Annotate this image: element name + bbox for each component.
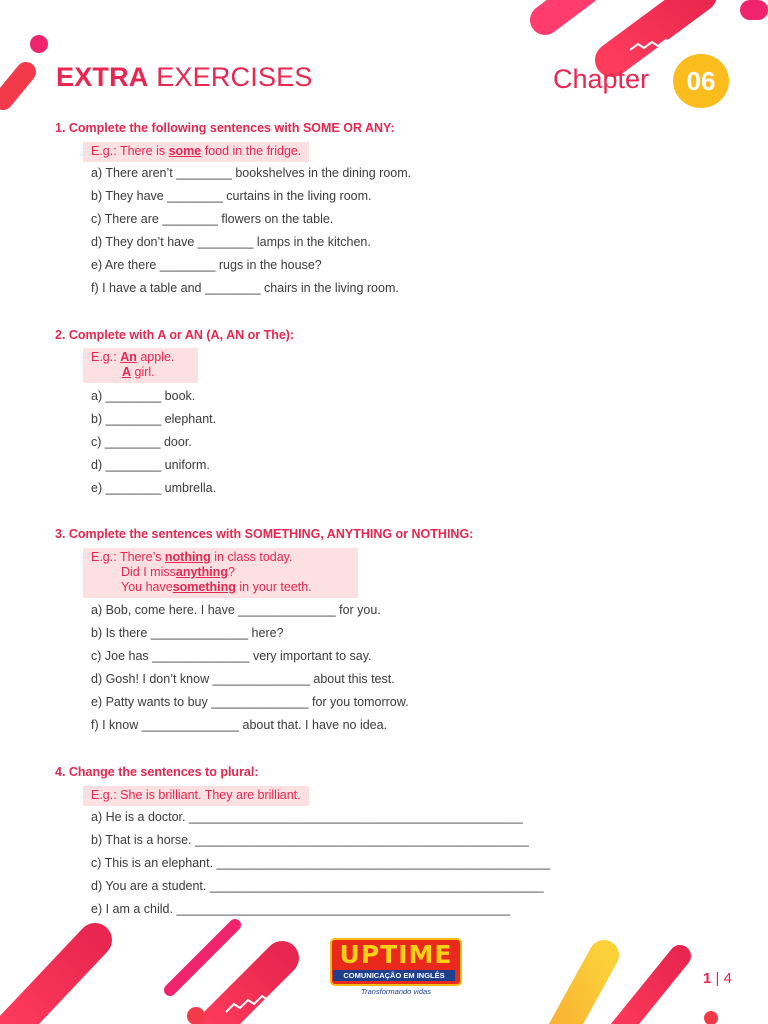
example-text: in class today. <box>210 550 293 564</box>
example-text: E.g.: <box>91 350 121 364</box>
exercise-item: c) ________ door. <box>91 435 192 449</box>
logo-tagline: Transformando vidas <box>361 987 431 996</box>
title-rest: EXERCISES <box>156 62 313 92</box>
exercise-item: e) Patty wants to buy ______________ for you tomorrow. <box>91 695 409 709</box>
exercise-item: a) There aren’t ________ bookshelves in the dining room. <box>91 166 412 180</box>
section-3-example <box>83 548 358 598</box>
section-1-example <box>83 142 309 162</box>
exercise-item: d) They don’t have ________ lamps in the kitchen. <box>91 235 371 249</box>
section-4-heading: 4. Change the sentences to plural: <box>55 765 259 779</box>
logo-wordmark: UPTIME <box>339 940 453 969</box>
example-keyword: An <box>120 350 137 364</box>
exercise-item: a) Bob, come here. I have ______________ for you. <box>91 603 381 617</box>
exercise-item: d) Gosh! I don’t know ______________ about this test. <box>91 672 395 686</box>
section-3-heading: 3. Complete the sentences with SOMETHING, ANYTHING or NOTHING: <box>55 527 474 541</box>
page-separator: | <box>715 970 720 987</box>
uptime-logo <box>330 938 462 996</box>
example-keyword: nothing <box>164 550 211 564</box>
example-text: E.g.: There is <box>91 144 169 158</box>
exercise-item: b) ________ elephant. <box>91 412 217 426</box>
exercise-item: b) That is a horse. ________________________________________________ <box>91 833 529 847</box>
section-2-example <box>83 348 198 383</box>
example-keyword: some <box>168 144 202 158</box>
page-total: 4 <box>723 970 732 987</box>
exercise-item: e) Are there ________ rugs in the house? <box>91 258 322 272</box>
section-4-example <box>83 786 309 806</box>
chapter-label: Chapter <box>553 64 650 94</box>
exercise-item: f) I know ______________ about that. I have no idea. <box>91 718 388 732</box>
exercise-item: c) There are ________ flowers on the table. <box>91 212 334 226</box>
example-text: in your teeth. <box>235 580 312 594</box>
title-bold: EXTRA <box>56 62 149 92</box>
exercise-item: e) ________ umbrella. <box>91 481 217 495</box>
exercise-item: c) Joe has ______________ very important to say. <box>91 649 372 663</box>
example-text: E.g.: She is brilliant. They are brilliant. <box>91 788 301 802</box>
example-keyword: anything <box>175 565 228 579</box>
example-text: Did I miss <box>121 565 176 579</box>
section-2-heading: 2. Complete with A or AN (A, AN or The): <box>55 328 295 342</box>
section-1-heading: 1. Complete the following sentences with SOME OR ANY: <box>55 121 395 135</box>
exercise-item: e) I am a child. ________________________________________________ <box>91 902 511 916</box>
example-text: E.g.: There’s <box>91 550 165 564</box>
page-title <box>56 62 313 93</box>
exercise-item: c) This is an elephant. ________________________________________________ <box>91 856 551 870</box>
exercise-item: f) I have a table and ________ chairs in the living room. <box>91 281 399 295</box>
example-text: You have <box>121 580 173 594</box>
example-keyword: A <box>122 365 132 379</box>
page-number <box>703 970 732 987</box>
example-keyword: something <box>172 580 236 594</box>
chapter-number-badge: 06 <box>673 54 729 108</box>
exercise-item: b) They have ________ curtains in the living room. <box>91 189 372 203</box>
example-text: apple. <box>136 350 175 364</box>
exercise-item: d) ________ uniform. <box>91 458 210 472</box>
example-text: girl. <box>131 365 155 379</box>
logo-subtitle: COMUNICAÇÃO EM INGLÊS <box>333 970 455 981</box>
exercise-item: d) You are a student. ________________________________________________ <box>91 879 544 893</box>
page-current: 1 <box>703 970 712 987</box>
example-text: food in the fridge. <box>201 144 302 158</box>
exercise-item: a) ________ book. <box>91 389 196 403</box>
exercise-item: a) He is a doctor. ________________________________________________ <box>91 810 523 824</box>
exercise-item: b) Is there ______________ here? <box>91 626 284 640</box>
example-text: ? <box>227 565 235 579</box>
